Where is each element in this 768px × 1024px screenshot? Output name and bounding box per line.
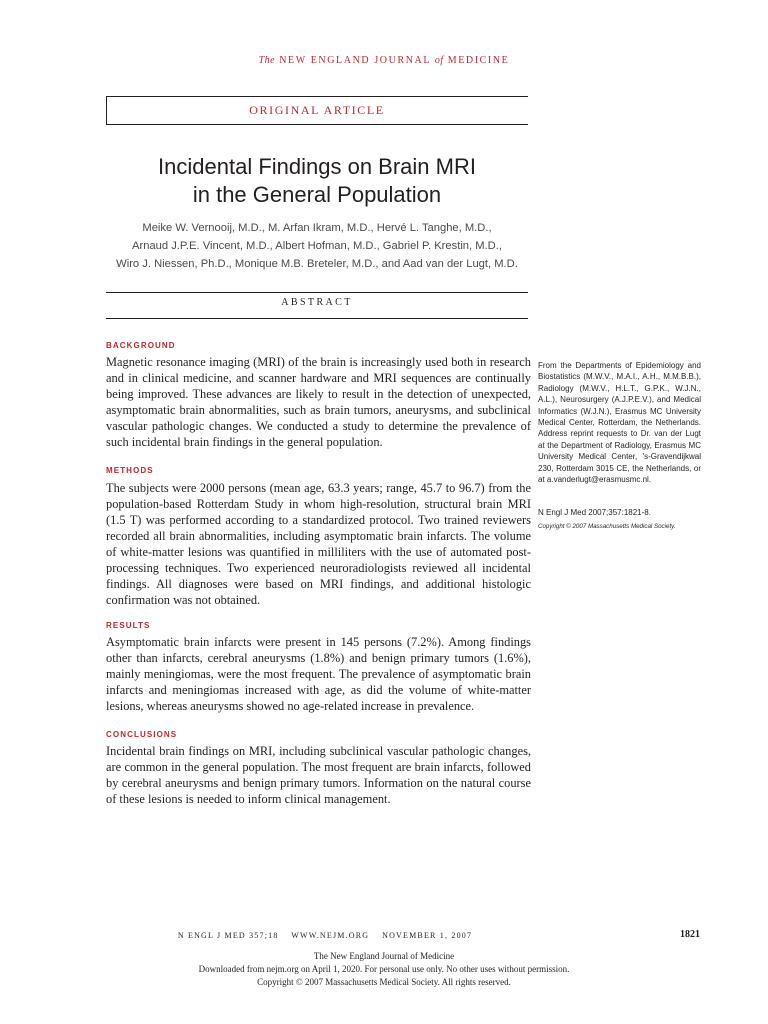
results-text: Asymptomatic brain infarcts were present in 145 persons (7.2%). Among findings other than infarcts, cerebral aneurysms (1.8%) and benign primary tumors (1.6%), mainly meningiomas, were the most frequent. The prevalence of asymptomatic brain infarcts and meningiomas increased with age, as did the volume of white-matter lesions, whereas aneurysms showed no age-related increase in prevalence. bbox=[106, 635, 531, 713]
abstract-label: ABSTRACT bbox=[281, 297, 353, 308]
background-heading: BACKGROUND bbox=[106, 341, 176, 350]
journal-header-prefix: The bbox=[258, 55, 276, 66]
author-line-1: Meike W. Vernooij, M.D., M. Arfan Ikram, M.D., Hervé L. Tanghe, M.D., bbox=[142, 222, 492, 234]
results-heading: RESULTS bbox=[106, 621, 151, 630]
article-type-top-rule bbox=[106, 96, 528, 97]
title-line-2: in the General Population bbox=[192, 182, 442, 207]
journal-header bbox=[0, 55, 768, 66]
journal-header-medicine: MEDICINE bbox=[447, 55, 510, 66]
title-line-1: Incidental Findings on Brain MRI bbox=[158, 154, 476, 179]
author-list bbox=[96, 219, 538, 273]
page-number: 1821 bbox=[680, 929, 700, 940]
methods-text: The subjects were 2000 persons (mean age, 63.3 years; range, 45.7 to 96.7) from the population-based Rotterdam Study in whom high-resolution, structural brain MRI (1.5 T) was performed according to a standardized protocol. Two trained reviewers recorded all brain abnormalities, including asymptomatic brain infarcts. The volume of white-matter lesions was quantified in milliliters with the use of automated post-processing techniques. Two experienced neuroradiologists reviewed all incidental findings. All diagnoses were based on MRI findings, and additional histologic confirmation was not obtained. bbox=[106, 481, 531, 607]
background-text: Magnetic resonance imaging (MRI) of the brain is increasingly used both in research and in clinical medicine, and scanner hardware and MRI sequences are continually being improved. These advances are likely to result in the detection of unexpected, asymptomatic brain abnormalities, such as brain tumors, aneurysms, and subclinical vascular pathologic changes. We conducted a study to determine the prevalence of such incidental brain findings in the general population. bbox=[106, 355, 531, 449]
journal-header-of: of bbox=[434, 55, 444, 66]
methods-heading: METHODS bbox=[106, 466, 154, 475]
author-affiliations: From the Departments of Epidemiology and Biostatistics (M.W.V., M.A.I., A.H., M.M.B.B.), Radiology (M.W.V., H.L.T., G.P.K., W.J.N., A.L.), Neurosurgery (A.J.P.E.V.), and Medical Informatics (W.J.N.), Erasmus MC University Medical Center, Rotterdam, the Netherlands. Address reprint requests to Dr. van der Lugt at the Department of Radiology, Erasmus MC University Medical Center, 's-Gravendijkwal 230, Rotterdam 3015 CE, the Netherlands, or at a.vanderlugt@erasmusmc.nl. bbox=[538, 361, 701, 485]
running-footer: N ENGL J MED 357;18 WWW.NEJM.ORG NOVEMBER 1, 2007 bbox=[177, 931, 473, 940]
download-journal-name: The New England Journal of Medicine bbox=[313, 951, 455, 961]
article-type: ORIGINAL ARTICLE bbox=[249, 103, 385, 117]
article-title bbox=[106, 153, 528, 209]
conclusions-text: Incidental brain findings on MRI, including subclinical vascular pathologic changes, are common in the general population. The most frequent are brain infarcts, followed by cerebral aneurysms and benign primary tumors. Information on the natural course of these lesions is needed to inform clinical management. bbox=[106, 744, 531, 806]
download-copyright: Copyright © 2007 Massachusetts Medical Society. All rights reserved. bbox=[257, 977, 511, 987]
author-line-2: Arnaud J.P.E. Vincent, M.D., Albert Hofman, M.D., Gabriel P. Krestin, M.D., bbox=[132, 240, 502, 252]
journal-header-name: NEW ENGLAND JOURNAL bbox=[279, 55, 431, 66]
author-line-3: Wiro J. Niessen, Ph.D., Monique M.B. Breteler, M.D., and Aad van der Lugt, M.D. bbox=[116, 258, 518, 270]
abstract-top-rule bbox=[106, 292, 528, 293]
article-type-bottom-rule bbox=[106, 124, 528, 125]
copyright-notice: Copyright © 2007 Massachusetts Medical Society. bbox=[538, 523, 676, 530]
download-notice: Downloaded from nejm.org on April 1, 2020. For personal use only. No other uses without permission. bbox=[198, 964, 570, 974]
conclusions-heading: CONCLUSIONS bbox=[106, 730, 178, 739]
abstract-bottom-rule bbox=[106, 318, 528, 319]
citation: N Engl J Med 2007;357:1821-8. bbox=[538, 508, 651, 517]
